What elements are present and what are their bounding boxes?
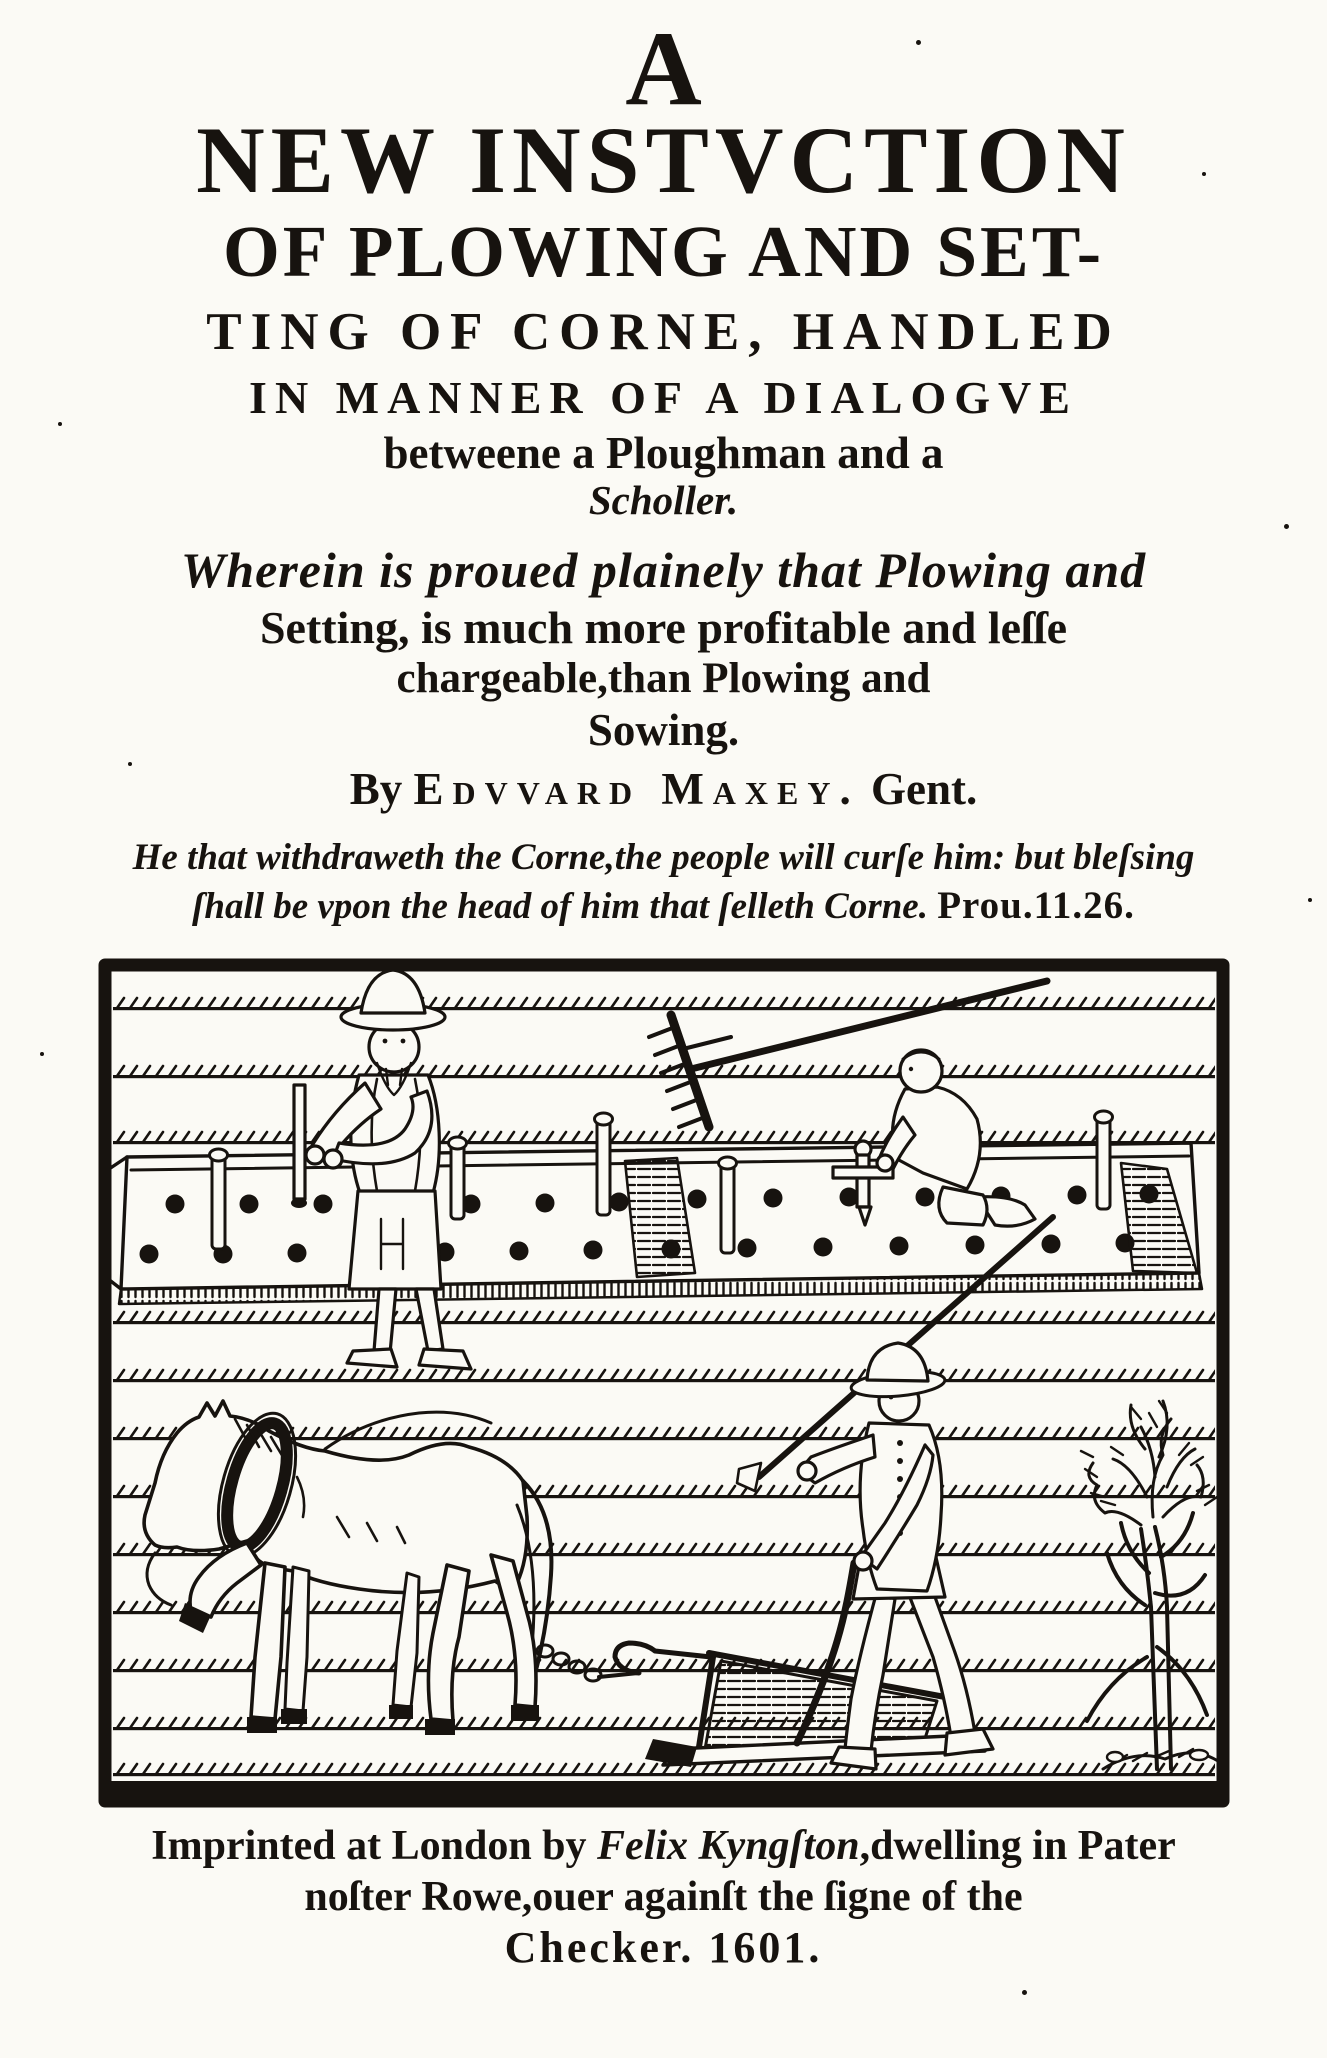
argument-line-1: Wherein is proued plainely that Plowing and xyxy=(180,542,1147,598)
imprint-line-3: Checker. 1601. xyxy=(504,1923,823,1973)
ink-speck xyxy=(1308,898,1312,902)
scripture-reference: Prou.11.26. xyxy=(937,884,1135,928)
title-line-4: IN MANNER OF A DIALOGVE xyxy=(249,372,1078,423)
byline-suffix: Gent. xyxy=(870,764,978,814)
horses xyxy=(144,1401,551,1735)
epigraph xyxy=(0,834,1327,931)
ink-speck xyxy=(40,1052,44,1056)
imprint-line-1-after: ,dwelling in Pater xyxy=(859,1823,1176,1870)
imprint xyxy=(0,1821,1327,1975)
byline-by: By xyxy=(349,764,403,814)
author-name: Edvvard Maxey. xyxy=(413,764,860,814)
title-line-main: NEW INSTVCTION xyxy=(196,107,1131,214)
argument-line-3: chargeable,than Plowing and xyxy=(396,655,931,702)
woodcut-illustration xyxy=(97,957,1231,1809)
ink-speck xyxy=(1284,524,1289,529)
printer-name: Felix Kyngſton xyxy=(597,1823,860,1870)
title-initial: A xyxy=(625,10,702,127)
ink-speck xyxy=(1022,1990,1027,1995)
imprint-line-1-before: Imprinted at London by xyxy=(151,1823,587,1870)
ink-speck xyxy=(58,422,62,426)
title-line-scholler: Scholler. xyxy=(588,477,739,523)
argument-line-2: Setting, is much more profitable and leſſe xyxy=(259,602,1068,653)
title-line-3: TING OF CORNE, HANDLED xyxy=(206,303,1121,361)
byline xyxy=(0,764,1327,814)
imprint-line-1 xyxy=(0,1821,1327,1871)
ink-speck xyxy=(1202,172,1206,176)
ink-speck xyxy=(916,40,921,45)
title-line-5: betweene a Ploughman and a xyxy=(383,428,944,478)
epigraph-line-1: He that withdraweth the Corne,the people will curſe him: but bleſsing xyxy=(132,837,1195,878)
imprint-line-2: noſter Rowe,ouer againſt the ſigne of the xyxy=(304,1873,1023,1920)
argument-line-4: Sowing. xyxy=(587,705,740,755)
furrow-lines-upper xyxy=(113,995,1215,1144)
title-line-2: OF PLOWING AND SET- xyxy=(222,210,1105,292)
epigraph-line-2-text: ſhall be vpon the head of him that ſelleth Corne. xyxy=(192,886,928,928)
corne-plant xyxy=(1081,1401,1221,1769)
ink-speck xyxy=(128,762,132,766)
epigraph-line-2 xyxy=(0,881,1327,931)
